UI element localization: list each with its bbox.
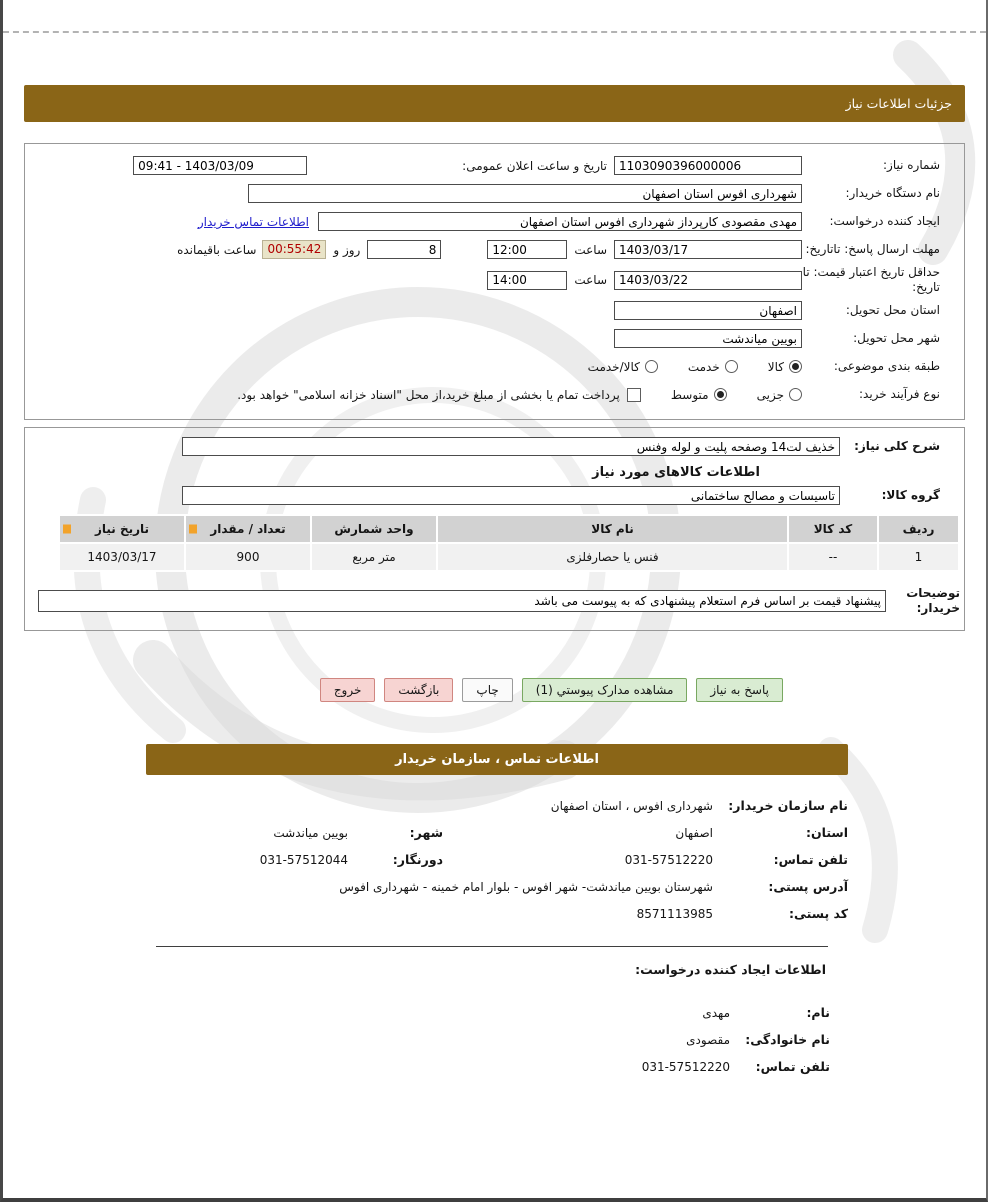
row-response-deadline — [38, 237, 940, 262]
org-name-value: شهرداری افوس ، استان اصفهان — [550, 798, 713, 813]
announce-datetime-label: تاریخ و ساعت اعلان عمومی: — [462, 158, 607, 173]
row-buyer-notes — [38, 586, 960, 616]
contact-header-title: اطلاعات تماس ، سازمان خریدار — [395, 752, 599, 767]
row-buyer-name — [38, 181, 940, 206]
row-phone-fax — [146, 846, 848, 873]
countdown-timer: 00:55:42 — [262, 240, 326, 259]
last-name-value: مقصودی — [686, 1032, 730, 1047]
row-delivery-city — [38, 326, 940, 351]
action-buttons — [320, 678, 783, 702]
treasury-note: پرداخت تمام یا بخشی از مبلغ خرید،از محل "اسناد خزانه اسلامی" خواهد بود. — [237, 387, 620, 402]
need-number-label: شماره نیاز: — [883, 158, 940, 172]
row-classification — [38, 354, 940, 379]
radio-option-medium-label: متوسط — [670, 387, 709, 402]
goods-group-input[interactable] — [182, 486, 840, 505]
contact-phone-value: 031-57512220 — [624, 852, 713, 867]
radio-icon — [789, 388, 802, 401]
validity-date-input[interactable] — [614, 271, 802, 290]
row-need-desc — [38, 437, 960, 456]
first-name-value: مهدی — [702, 1005, 730, 1020]
cell-need-date: 1403/03/17 — [59, 543, 185, 571]
radio-option-service[interactable] — [688, 360, 738, 374]
cell-row-no: 1 — [878, 543, 959, 571]
contact-province-value: اصفهان — [675, 825, 713, 840]
radio-option-goods-service-label: کالا/خدمت — [587, 359, 640, 374]
days-label: روز و — [333, 242, 361, 257]
col-header-item-name: نام کالا — [437, 515, 788, 543]
contact-phone-label: تلفن تماس: — [773, 852, 848, 867]
row-need-number — [38, 153, 940, 178]
response-deadline-label: مهلت ارسال پاسخ: تاتاریخ: — [805, 242, 940, 256]
postal-code-value: 8571113985 — [636, 906, 713, 921]
cell-unit: متر مربع — [311, 543, 437, 571]
col-header-row-no: ردیف — [878, 515, 959, 543]
goods-table — [58, 514, 960, 572]
radio-option-minor-label: جزيی — [756, 387, 784, 402]
postal-address-label: آدرس پستی: — [768, 879, 848, 894]
contact-fax-value: 031-57512044 — [259, 852, 348, 867]
deadline-hour-label: ساعت — [574, 242, 607, 257]
row-last-name — [146, 1026, 848, 1053]
section-divider — [156, 946, 828, 947]
row-creator-phone — [146, 1053, 848, 1080]
need-description-section — [24, 427, 965, 631]
contact-header-bar — [146, 744, 848, 775]
row-delivery-province — [38, 298, 940, 323]
contact-section — [146, 792, 848, 1080]
back-button[interactable]: بازگشت — [384, 678, 453, 702]
row-first-name — [146, 999, 848, 1026]
exit-button[interactable]: خروج — [320, 678, 376, 702]
buyer-contact-link[interactable]: اطلاعات تماس خریدار — [197, 214, 309, 229]
contact-city-label: شهر: — [409, 825, 443, 840]
reply-to-need-button[interactable]: پاسخ به نیاز — [696, 678, 783, 702]
goods-table-row — [59, 543, 959, 571]
delivery-city-input[interactable] — [614, 329, 802, 348]
radio-selected-icon — [789, 360, 802, 373]
items-heading: اطلاعات کالاهای مورد نیاز — [592, 465, 760, 480]
classification-label: طبقه بندی موضوعی: — [833, 359, 940, 373]
radio-option-minor[interactable] — [757, 388, 802, 402]
buyer-notes-label: توضیحات خریدار: — [906, 586, 960, 615]
radio-option-medium[interactable] — [671, 388, 727, 402]
row-process-type — [38, 382, 940, 407]
row-request-creator — [38, 209, 940, 234]
need-info-form — [24, 143, 965, 420]
delivery-province-label: استان محل تحویل: — [845, 303, 940, 317]
org-name-label: نام سازمان خریدار: — [728, 798, 848, 813]
contact-province-label: استان: — [805, 825, 848, 840]
row-price-validity — [38, 265, 940, 295]
col-header-item-code: کد کالا — [788, 515, 878, 543]
radio-option-goods[interactable] — [768, 360, 802, 374]
need-desc-input[interactable] — [182, 437, 840, 456]
creator-phone-value: 031-57512220 — [641, 1059, 730, 1074]
contact-city-value: بویین میاندشت — [273, 825, 348, 840]
validity-hour-label: ساعت — [574, 273, 607, 287]
col-header-unit: واحد شمارش — [311, 515, 437, 543]
first-name-label: نام: — [806, 1005, 830, 1020]
postal-code-label: کد پستی: — [788, 906, 848, 921]
radio-option-service-label: خدمت — [687, 359, 720, 374]
filter-icon[interactable] — [63, 525, 71, 534]
need-desc-label: شرح کلی نیاز: — [854, 439, 940, 453]
details-header-title: جزئیات اطلاعات نیاز — [845, 96, 952, 111]
col-header-need-date-label: تاریخ نیاز — [94, 522, 150, 536]
deadline-date-input[interactable] — [614, 240, 802, 259]
deadline-time-input[interactable] — [487, 240, 567, 259]
last-name-label: نام خانوادگی: — [745, 1032, 830, 1047]
buyer-name-input[interactable] — [248, 184, 802, 203]
col-header-quantity — [185, 515, 311, 543]
filter-icon[interactable] — [189, 525, 197, 534]
radio-icon — [725, 360, 738, 373]
col-header-need-date — [59, 515, 185, 543]
radio-selected-icon — [714, 388, 727, 401]
delivery-province-input[interactable] — [614, 301, 802, 320]
delivery-city-label: شهر محل تحویل: — [853, 331, 940, 345]
validity-time-input[interactable] — [487, 271, 567, 290]
cell-item-name: فنس یا حصارفلزی — [437, 543, 788, 571]
row-province-city — [146, 819, 848, 846]
cell-quantity: 900 — [185, 543, 311, 571]
cell-item-code: -- — [788, 543, 878, 571]
price-validity-label: حداقل تاریخ اعتبار قیمت: تا تاریخ: — [802, 265, 940, 294]
radio-option-goods-label: کالا — [767, 359, 784, 374]
radio-option-goods-service[interactable] — [588, 360, 658, 374]
top-divider — [3, 31, 986, 33]
contact-fax-label: دورنگار: — [392, 852, 443, 867]
print-button[interactable]: چاپ — [462, 678, 512, 702]
countdown-label: ساعت باقیمانده — [177, 242, 257, 257]
buyer-name-label: نام دستگاه خریدار: — [845, 186, 940, 200]
goods-table-header-row — [59, 515, 959, 543]
view-attachments-button[interactable]: مشاهده مدارک پیوستي (1) — [522, 678, 688, 702]
announce-datetime-input[interactable] — [133, 156, 307, 175]
goods-group-label: گروه کالا: — [881, 488, 940, 502]
col-header-quantity-label: تعداد / مقدار — [210, 522, 286, 536]
need-number-input[interactable] — [614, 156, 802, 175]
row-goods-group — [38, 486, 960, 505]
details-header-bar — [24, 85, 965, 122]
request-creator-input[interactable] — [318, 212, 802, 231]
buyer-notes-input[interactable] — [38, 590, 886, 612]
row-org-name — [146, 792, 848, 819]
request-creator-label: ایجاد کننده درخواست: — [829, 214, 940, 228]
process-type-label: نوع فرآیند خرید: — [859, 387, 940, 401]
remaining-days-input[interactable] — [367, 240, 441, 259]
treasury-checkbox[interactable] — [627, 388, 641, 402]
postal-address-value: شهرستان بویین میاندشت- شهر افوس - بلوار امام خمینه - شهرداری افوس — [339, 879, 713, 894]
creator-phone-label: تلفن تماس: — [755, 1059, 830, 1074]
row-postal-address — [146, 873, 848, 900]
radio-icon — [645, 360, 658, 373]
creator-info-heading: اطلاعات ایجاد کننده درخواست: — [635, 962, 826, 977]
row-postal-code — [146, 900, 848, 927]
